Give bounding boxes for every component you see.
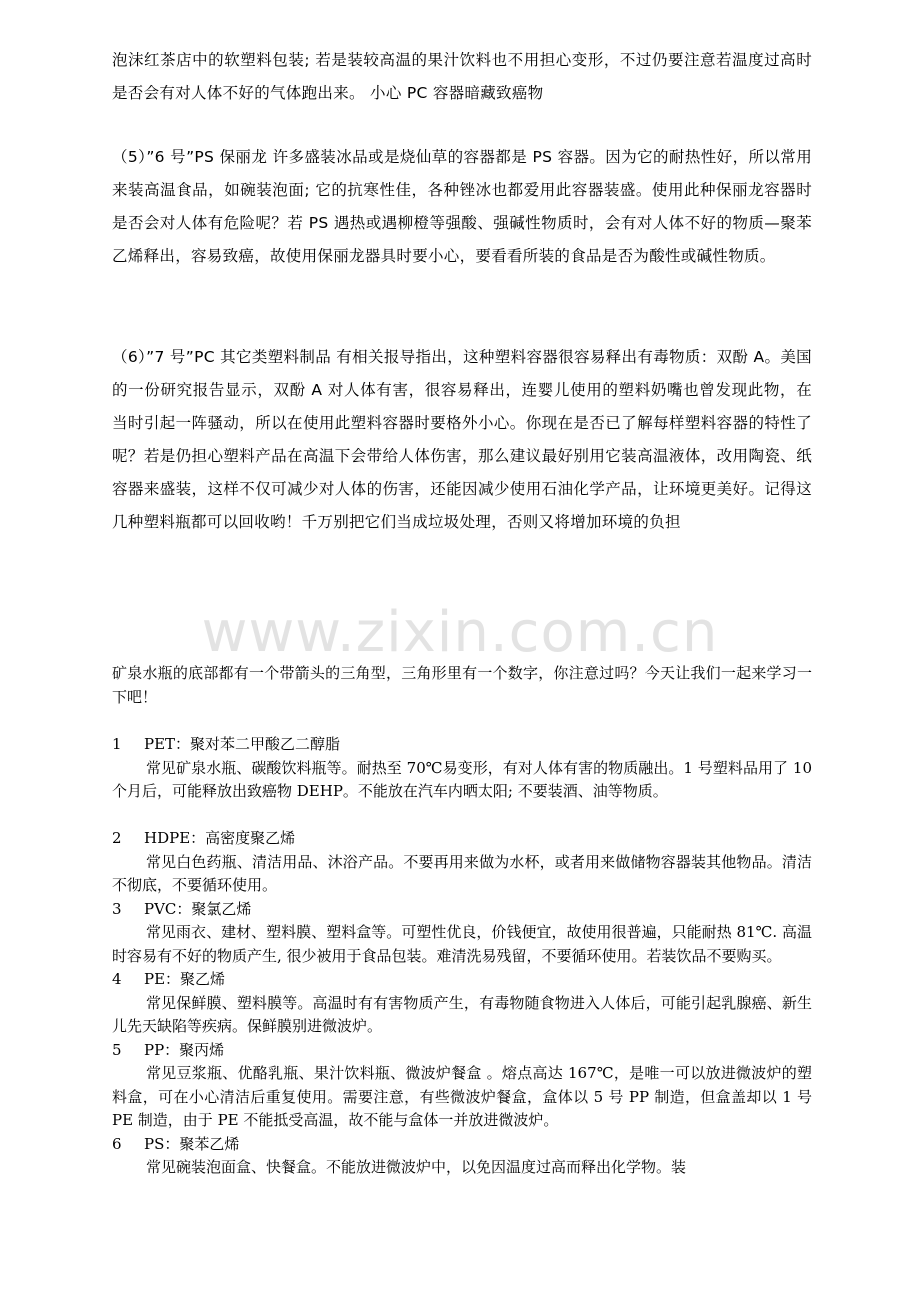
paragraph-pc-intro: 泡沫红茶店中的软塑料包装; 若是装较高温的果汁饮料也不用担心变形，不过仍要注意若温度过高时是否会有对人体不好的气体跑出来。 小心 PC 容器暗藏致癌物 [112, 51, 812, 102]
item-number: 6 [112, 1134, 122, 1153]
list-item [112, 968, 812, 1039]
list-item [112, 1039, 812, 1133]
item-number: 1 [112, 735, 122, 753]
item-title: PS：聚苯乙烯 [144, 1134, 240, 1153]
item-title: HDPE：高密度聚乙烯 [144, 829, 296, 847]
item-number: 5 [112, 1040, 122, 1059]
item-number: 2 [112, 829, 122, 847]
item-body: 常见白色药瓶、清洁用品、沐浴产品。不要再用来做为水杯，或者用来做储物容器装其他物品。清洁不彻底，不要循环使用。 [112, 852, 812, 894]
item-body: 常见碗装泡面盒、快餐盒。不能放进微波炉中，以免因温度过高而释出化学物。装 [146, 1158, 687, 1176]
spacer [112, 804, 812, 828]
list-item [112, 733, 812, 804]
item-heading [112, 1133, 812, 1157]
item-heading [112, 1039, 812, 1063]
item-heading [112, 968, 812, 992]
item-body: 常见雨衣、建材、塑料膜、塑料盒等。可塑性优良，价钱便宜，故使用很普遍，只能耐热 81℃. 高温时容易有不好的物质产生, 很少被用于食品包装。难清洗易残留，不要循环使用。若装饮品不要购买。 [112, 923, 812, 965]
item-body: 常见保鲜膜、塑料膜等。高温时有有害物质产生，有毒物随食物进入人体后，可能引起乳腺癌、新生儿先天缺陷等疾病。保鲜膜别进微波炉。 [112, 993, 812, 1035]
item-body: 常见豆浆瓶、优酪乳瓶、果汁饮料瓶、微波炉餐盒 。熔点高达 167℃，是唯一可以放进微波炉的塑料盒，可在小心清洁后重复使用。需要注意，有些微波炉餐盒，盒体以 5 号 PP 制造，但盒盖却以 1 号 PE 制造，由于 PE 不能抵受高温，故不能与盒体一并放进微波炉。 [112, 1064, 812, 1129]
plastic-code-list [112, 733, 812, 1180]
list-item [112, 898, 812, 969]
item-number: 3 [112, 899, 122, 918]
item-heading [112, 827, 812, 851]
item-heading [112, 898, 812, 922]
item-number: 4 [112, 970, 122, 988]
item-heading [112, 733, 812, 757]
item-title: PET：聚对苯二甲酸乙二醇脂 [144, 735, 341, 753]
paragraph-bottle-intro: 矿泉水瓶的底部都有一个带箭头的三角型，三角形里有一个数字，你注意过吗？今天让我们一起来学习一下吧！ [112, 664, 812, 706]
item-title: PVC：聚氯乙烯 [144, 899, 252, 918]
list-item [112, 827, 812, 898]
item-title: PP：聚丙烯 [144, 1040, 225, 1059]
paragraph-pc-other: （6）”7 号”PC 其它类塑料制品 有相关报导指出，这种塑料容器很容易释出有毒物质：双酚 A。美国的一份研究报告显示，双酚 A 对人体有害，很容易释出，连婴儿使用的塑料奶嘴也曾发现此物，在当时引起一阵骚动，所以在使用此塑料容器时要格外小心。你现在是否已了解每样塑料容器的特性了呢？若是仍担心塑料产品在高温下会带给人体伤害，那么建议最好别用它装高温液体，改用陶瓷、纸容器来盛装，这样不仅可减少对人体的伤害，还能因减少使用石油化学产品，让环境更美好。记得这几种塑料瓶都可以回收哟！千万别把它们当成垃圾处理，否则又将增加环境的负担 [112, 348, 812, 531]
item-body: 常见矿泉水瓶、碳酸饮料瓶等。耐热至 70℃易变形，有对人体有害的物质融出。1 号塑料品用了 10 个月后，可能释放出致癌物 DEHP。不能放在汽车内晒太阳; 不要装酒、油等物质。 [112, 758, 812, 800]
list-item [112, 1133, 812, 1180]
paragraph-ps-styrofoam: （5）”6 号”PS 保丽龙 许多盛装冰品或是烧仙草的容器都是 PS 容器。因为它的耐热性好，所以常用来装高温食品，如碗装泡面; 它的抗寒性佳，各种锉冰也都爱用此容器装盛。使用此种保丽龙容器时是否会对人体有危险呢？若 PS 遇热或遇柳橙等强酸、强碱性物质时，会有对人体不好的物质—聚苯乙烯释出，容易致癌，故使用保丽龙器具时要小心，要看看所装的食品是否为酸性或碱性物质。 [112, 148, 812, 265]
item-title: PE：聚乙烯 [144, 970, 226, 988]
watermark: www.zixin.com.cn [201, 600, 719, 665]
